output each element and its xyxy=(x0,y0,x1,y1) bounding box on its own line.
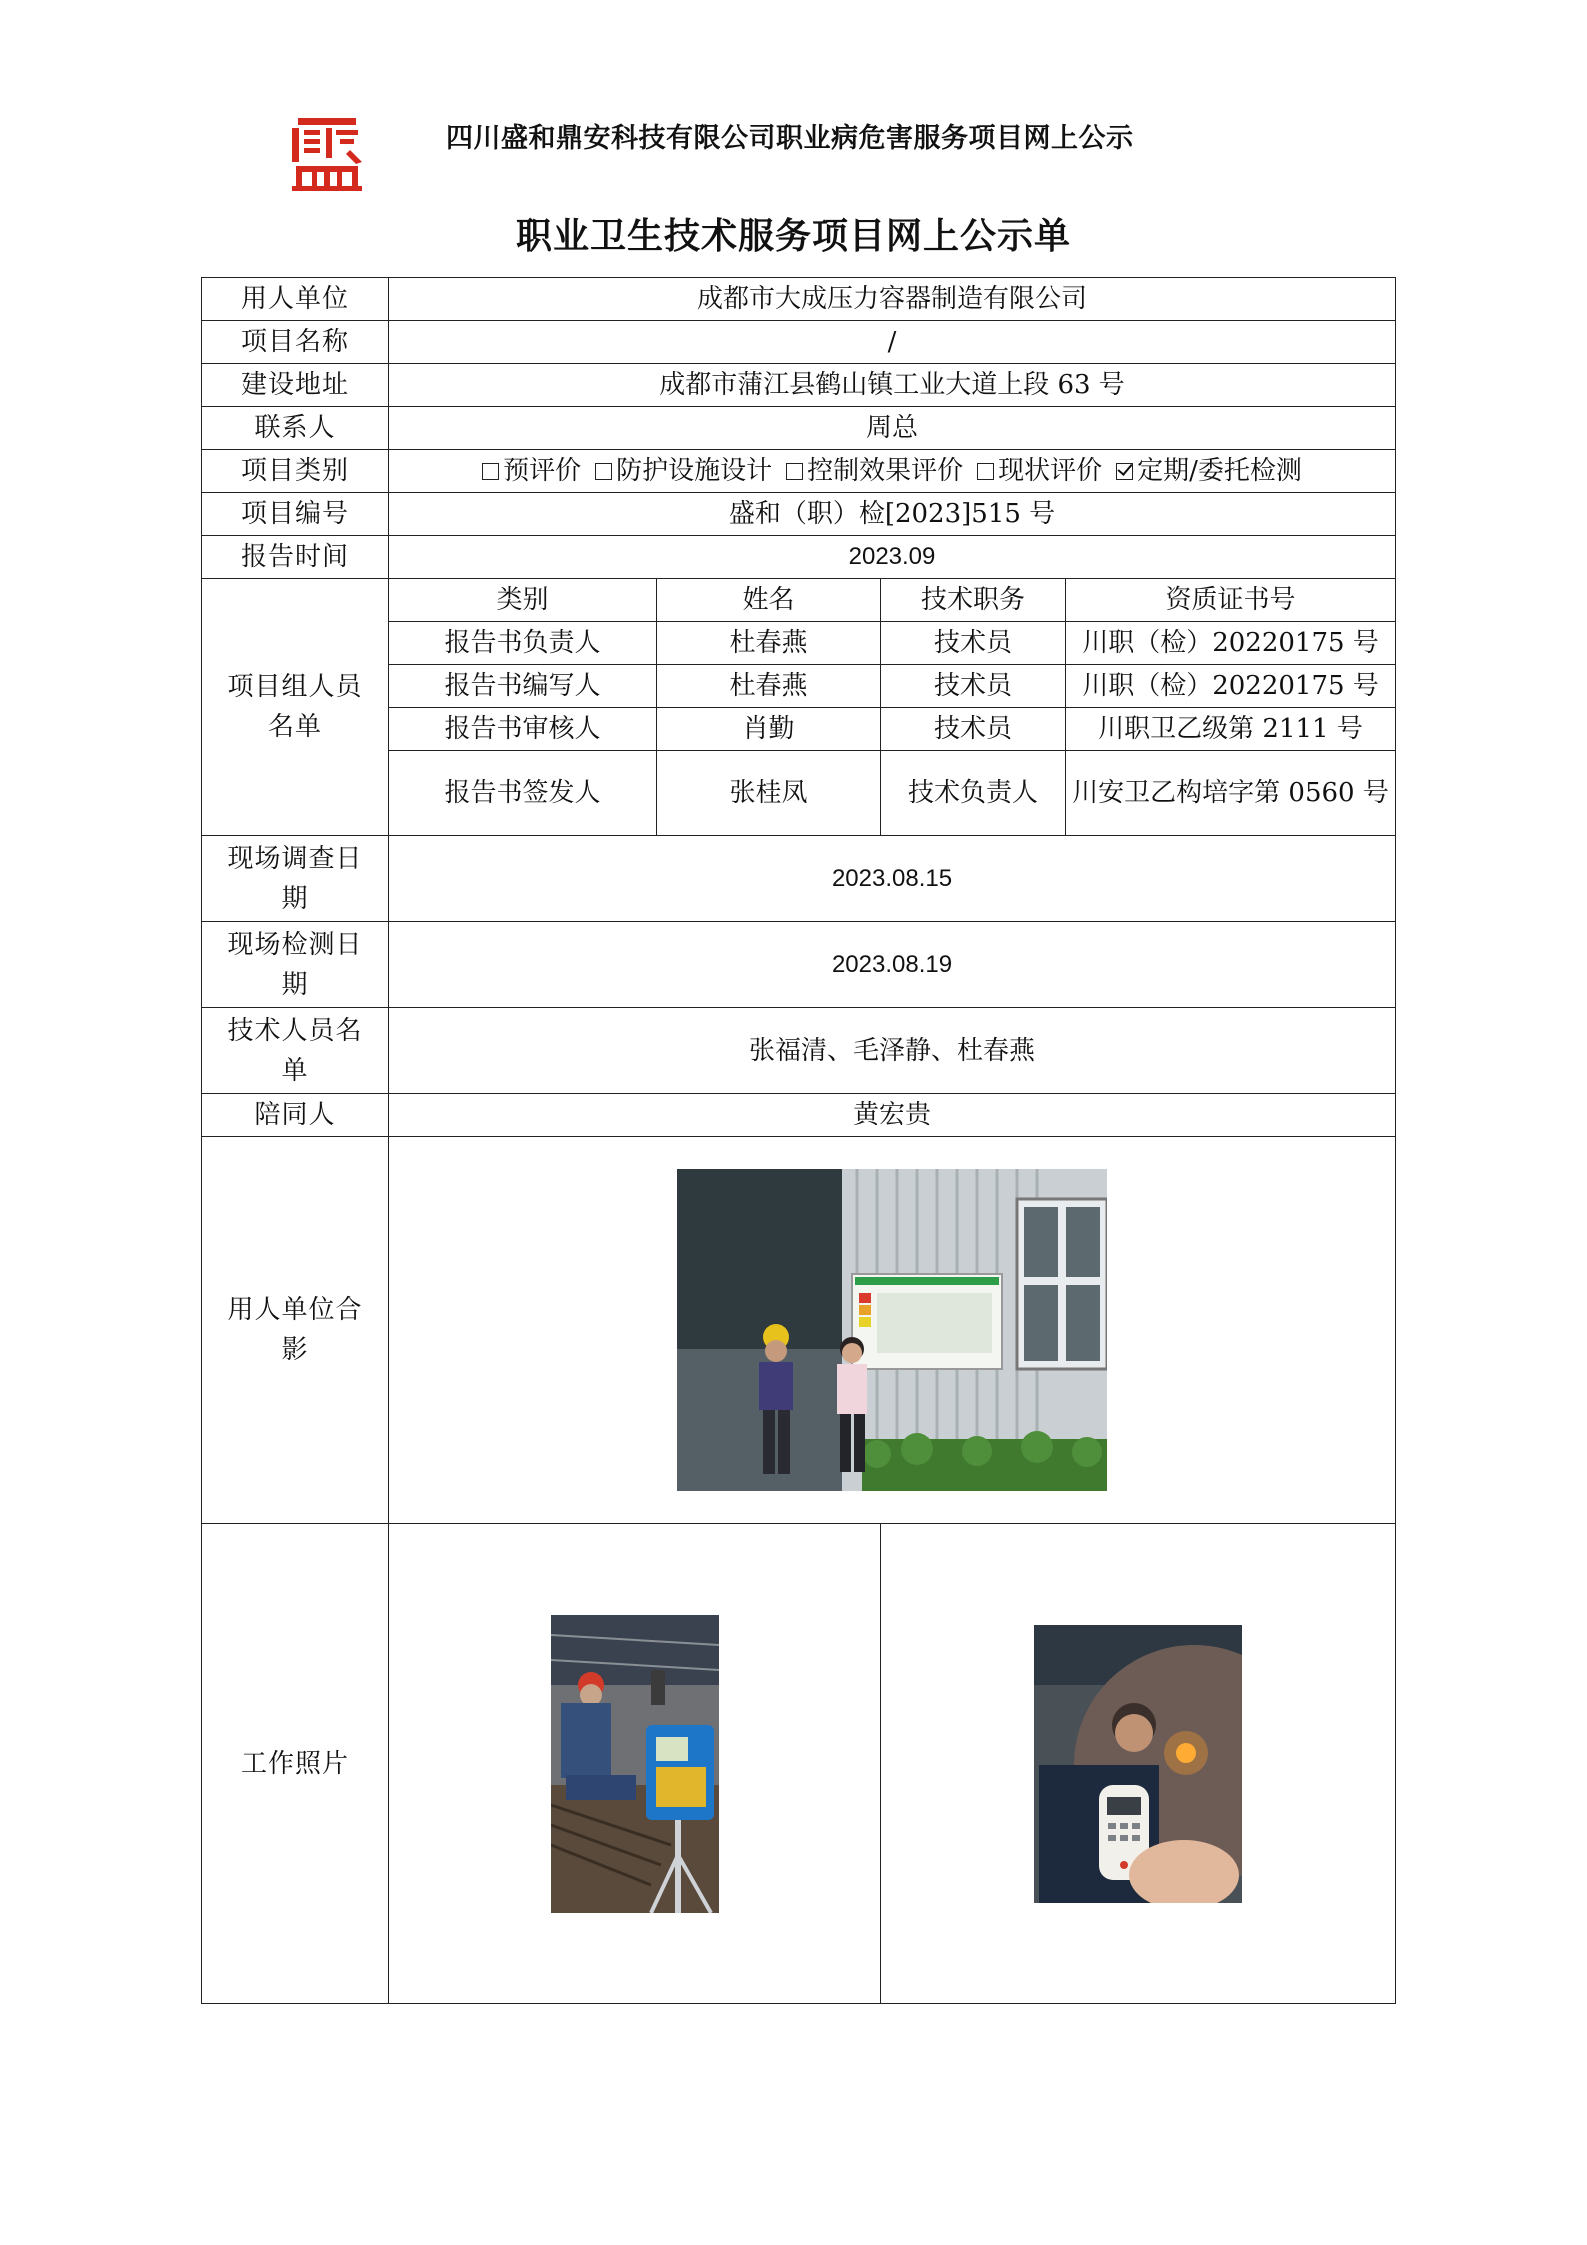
checkbox-icon xyxy=(482,463,499,480)
work-photo-cell-right xyxy=(881,1524,1396,2004)
checkbox-icon xyxy=(786,463,803,480)
report-time-value: 2023.09 xyxy=(389,536,1396,579)
team-cert: 川职（检）20220175 号 xyxy=(1066,622,1396,665)
test-date-value: 2023.08.19 xyxy=(389,922,1396,1008)
escort-value: 黄宏贵 xyxy=(389,1094,1396,1137)
category-option-periodic-testing: 定期/委托检测 xyxy=(1116,456,1302,486)
category-label: 项目类别 xyxy=(202,450,389,493)
team-name: 杜春燕 xyxy=(657,665,881,708)
project-no-label: 项目编号 xyxy=(202,493,389,536)
category-option-pre-evaluation: 预评价 xyxy=(482,456,581,486)
employer-value: 成都市大成压力容器制造有限公司 xyxy=(389,278,1396,321)
team-title: 技术员 xyxy=(881,665,1066,708)
team-role: 报告书签发人 xyxy=(389,751,657,836)
category-option-control-evaluation: 控制效果评价 xyxy=(786,456,963,486)
project-no-value: 盛和（职）检[2023]515 号 xyxy=(389,493,1396,536)
organization-title: 四川盛和鼎安科技有限公司职业病危害服务项目网上公示 xyxy=(446,123,1134,154)
team-name: 张桂凤 xyxy=(657,751,881,836)
team-role: 报告书负责人 xyxy=(389,622,657,665)
team-role: 报告书编写人 xyxy=(389,665,657,708)
category-option-status-evaluation: 现状评价 xyxy=(977,456,1102,486)
tech-staff-value: 张福清、毛泽静、杜春燕 xyxy=(389,1008,1396,1094)
checked-checkbox-icon xyxy=(1116,463,1133,480)
work-photo-noise-meter xyxy=(1034,1625,1242,1903)
work-photo-label: 工作照片 xyxy=(202,1524,389,2004)
project-name-label: 项目名称 xyxy=(202,321,389,364)
team-role: 报告书审核人 xyxy=(389,708,657,751)
checkbox-icon xyxy=(977,463,994,480)
team-header-name: 姓名 xyxy=(657,579,881,622)
category-options xyxy=(389,450,1396,493)
tech-staff-label: 技术人员名 单 xyxy=(202,1008,389,1094)
address-value: 成都市蒲江县鹤山镇工业大道上段 63 号 xyxy=(389,364,1396,407)
test-date-label: 现场检测日 期 xyxy=(202,922,389,1008)
team-cert: 川职卫乙级第 2111 号 xyxy=(1066,708,1396,751)
team-label: 项目组人员 名单 xyxy=(202,579,389,836)
employer-label: 用人单位 xyxy=(202,278,389,321)
team-header-title: 技术职务 xyxy=(881,579,1066,622)
group-photo-cell xyxy=(389,1137,1396,1524)
document-title: 职业卫生技术服务项目网上公示单 xyxy=(515,216,1071,257)
report-time-label: 报告时间 xyxy=(202,536,389,579)
work-photo-cell-left xyxy=(389,1524,881,2004)
team-name: 肖勤 xyxy=(657,708,881,751)
team-title: 技术员 xyxy=(881,708,1066,751)
work-photo-sampling xyxy=(551,1615,719,1913)
checkbox-icon xyxy=(595,463,612,480)
address-label: 建设地址 xyxy=(202,364,389,407)
survey-date-value: 2023.08.15 xyxy=(389,836,1396,922)
team-name: 杜春燕 xyxy=(657,622,881,665)
team-header-cert: 资质证书号 xyxy=(1066,579,1396,622)
team-cert: 川安卫乙构培字第 0560 号 xyxy=(1066,751,1396,836)
survey-date-label: 现场调查日 期 xyxy=(202,836,389,922)
team-title: 技术员 xyxy=(881,622,1066,665)
team-cert: 川职（检）20220175 号 xyxy=(1066,665,1396,708)
escort-label: 陪同人 xyxy=(202,1094,389,1137)
group-photo xyxy=(677,1169,1107,1491)
contact-label: 联系人 xyxy=(202,407,389,450)
publicity-form-table xyxy=(201,277,1396,2004)
team-header-role: 类别 xyxy=(389,579,657,622)
company-logo xyxy=(290,116,364,192)
project-name-value: / xyxy=(389,321,1396,364)
category-option-protection-design: 防护设施设计 xyxy=(595,456,772,486)
contact-value: 周总 xyxy=(389,407,1396,450)
team-title: 技术负责人 xyxy=(881,751,1066,836)
group-photo-label: 用人单位合 影 xyxy=(202,1137,389,1524)
